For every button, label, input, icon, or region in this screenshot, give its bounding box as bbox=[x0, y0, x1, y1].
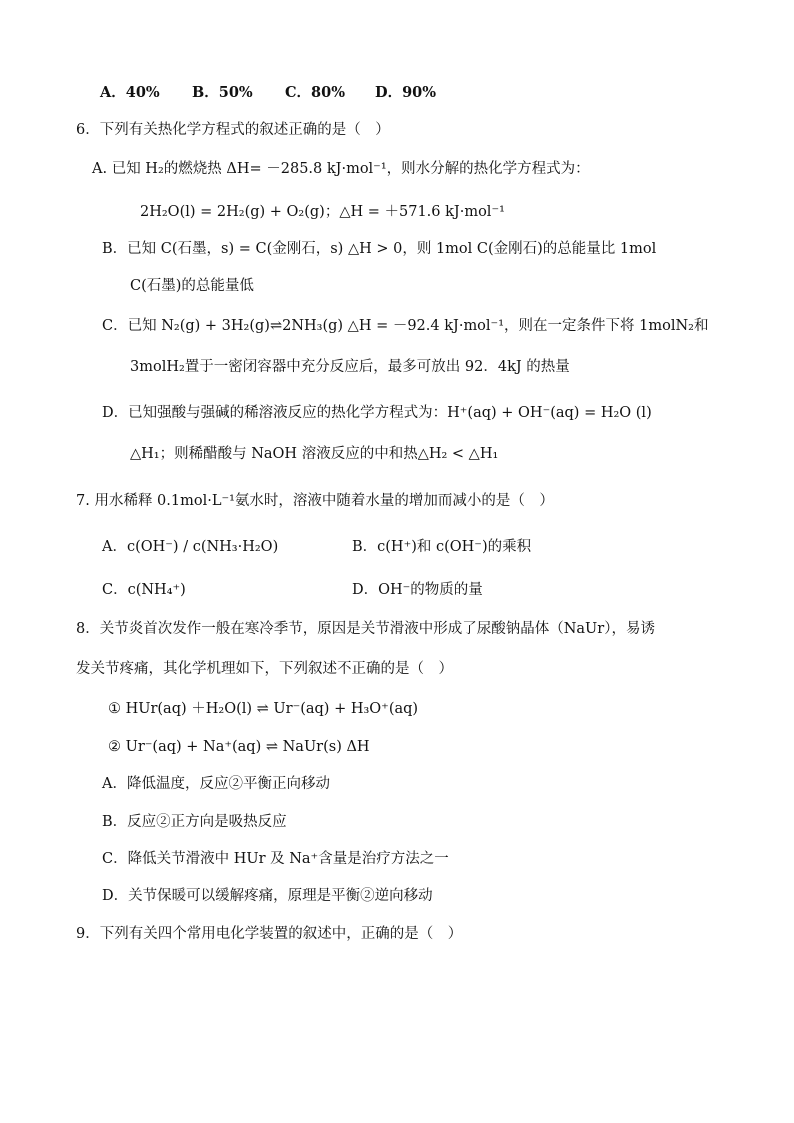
q7-option-b: B．c(H⁺)和 c(OH⁻)的乘积 bbox=[352, 539, 532, 555]
q7-option-d: D．OH⁻的物质的量 bbox=[352, 582, 483, 598]
q5-options bbox=[100, 83, 436, 103]
q8-option-b: B．反应②正方向是吸热反应 bbox=[102, 814, 287, 830]
q8-stem-line1: 8．关节炎首次发作一般在寒冷季节，原因是关节滑液中形成了尿酸钠晶体（NaUr），易诱 bbox=[76, 621, 655, 637]
q6-option-a-line1: A. 已知 H₂的燃烧热 ΔH= －285.8 kJ·mol⁻¹，则水分解的热化学方程式为： bbox=[92, 161, 590, 177]
q8-option-a: A．降低温度，反应②平衡正向移动 bbox=[102, 776, 330, 792]
q7-option-a: A．c(OH⁻) / c(NH₃·H₂O) bbox=[102, 539, 279, 555]
q8-stem-line2: 发关节疼痛，其化学机理如下，下列叙述不正确的是（ ） bbox=[76, 661, 453, 677]
q5-option-b: B．50% bbox=[192, 84, 253, 101]
q6-option-b-line2: C(石墨)的总能量低 bbox=[130, 278, 254, 294]
q6-option-b-line1: B．已知 C(石墨，s) = C(金刚石，s) △H > 0，则 1mol C(金刚石)的总能量比 1mol bbox=[102, 241, 657, 257]
q8-equation-2: ② Ur⁻(aq) + Na⁺(aq) ⇌ NaUr(s) ΔH bbox=[108, 739, 370, 755]
q7-option-c: C．c(NH₄⁺) bbox=[102, 582, 186, 598]
q6-option-c-line2: 3molH₂置于一密闭容器中充分反应后，最多可放出 92．4kJ 的热量 bbox=[130, 359, 570, 375]
q8-option-d: D．关节保暖可以缓解疼痛，原理是平衡②逆向移动 bbox=[102, 888, 433, 904]
q6-stem: 6．下列有关热化学方程式的叙述正确的是（ ） bbox=[76, 122, 390, 138]
q5-option-c: C．80% bbox=[285, 84, 345, 101]
q7-stem: 7. 用水稀释 0.1mol·L⁻¹氨水时，溶液中随着水量的增加而减小的是（ ） bbox=[76, 493, 554, 509]
q8-option-c: C．降低关节滑液中 HUr 及 Na⁺含量是治疗方法之一 bbox=[102, 851, 449, 867]
q6-option-d-line2: △H₁；则稀醋酸与 NaOH 溶液反应的中和热△H₂ < △H₁ bbox=[130, 446, 499, 462]
q6-option-c-line1: C．已知 N₂(g) + 3H₂(g)⇌2NH₃(g) △H = －92.4 kJ·mol⁻¹，则在一定条件下将 1molN₂和 bbox=[102, 318, 709, 334]
q6-option-a-equation: 2H₂O(l) = 2H₂(g) + O₂(g)；△H = ＋571.6 kJ·mol⁻¹ bbox=[140, 204, 505, 220]
q5-option-d: D．90% bbox=[375, 84, 437, 101]
q5-option-a: A．40% bbox=[100, 84, 160, 101]
q6-option-d-line1: D．已知强酸与强碱的稀溶液反应的热化学方程式为：H⁺(aq) + OH⁻(aq) = H₂O (l) bbox=[102, 405, 652, 421]
q8-equation-1: ① HUr(aq) ＋H₂O(l) ⇌ Ur⁻(aq) + H₃O⁺(aq) bbox=[108, 701, 419, 717]
q9-stem: 9．下列有关四个常用电化学装置的叙述中，正确的是（ ） bbox=[76, 926, 463, 942]
